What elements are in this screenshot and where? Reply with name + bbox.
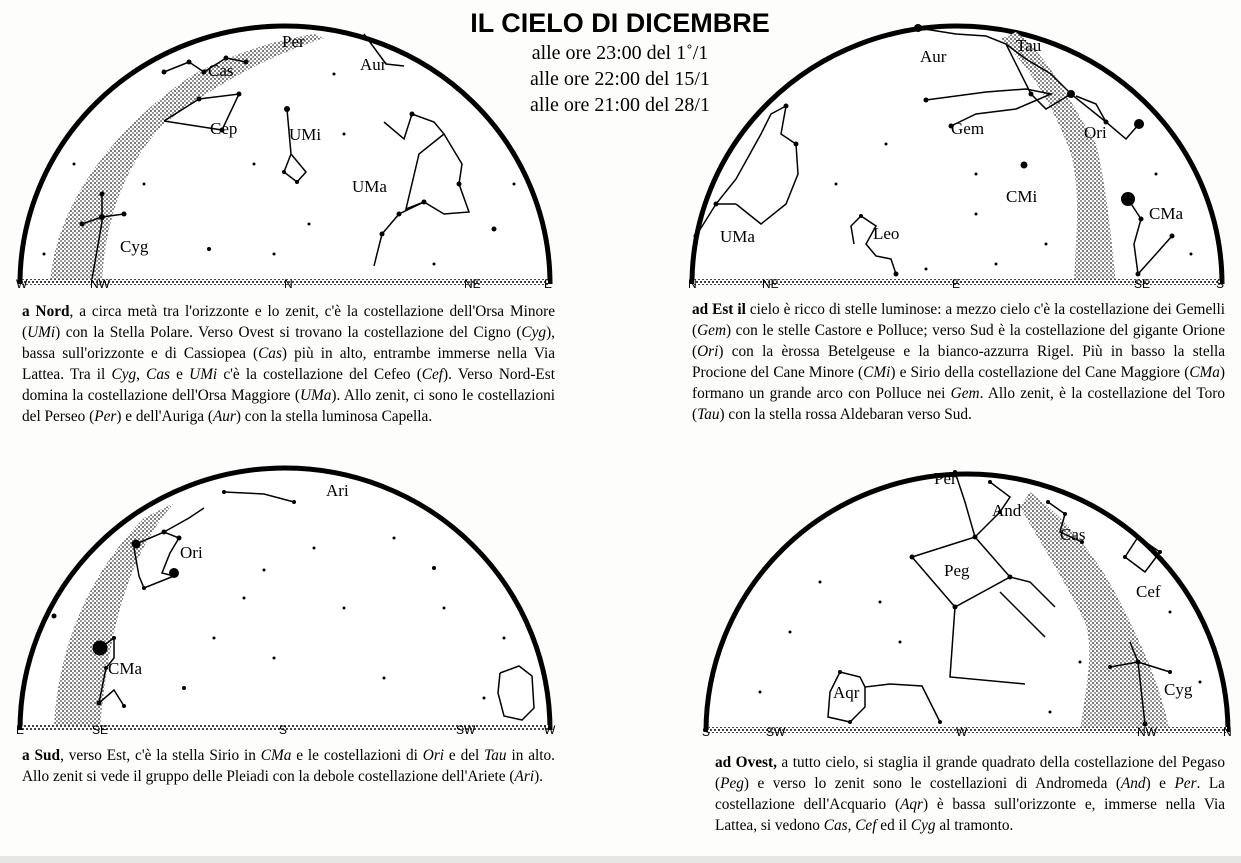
time-line-1: alle ore 23:00 del 1˚/1 [531,42,709,64]
sky-chart-south-svg [14,458,556,738]
page-title: IL CIELO DI DICEMBRE [470,8,770,38]
sky-chart-east [686,14,1228,290]
horizon-center: S [279,723,288,737]
text-south: a Sud, verso Est, c'è la stella Sirio in CMa e le costellazioni di Ori e del Tau in alto. Allo zenit si vede il gruppo delle Pleiadi con la debole costellazione dell'Ariete (Ari). [22,747,556,785]
horizon-p2: NW [1137,725,1157,739]
label-cef: Cef [1136,582,1161,601]
label-uma: UMa [720,227,755,246]
horizon-p2: SE [1134,277,1151,290]
horizon-center: N [284,277,293,290]
label-per: Per [934,469,957,488]
horizon-left: S [702,725,711,739]
horizon-p1: NW [90,277,110,290]
sky-chart-north-svg [14,14,556,290]
horizon-right: N [1223,725,1232,739]
text-west: ad Ovest, a tutto cielo, si staglia il grande quadrato della costellazione del Pegaso (Peg) e verso lo zenit sono le costellazioni di Andromeda (And) e Per. La costellazione dell'Acquario (Aqr) è bassa sull'orizzonte e, immerse nella Via Lattea, si vedono Cas, Cef ed il Cyg al tramonto. [715,754,1225,834]
sky-chart-north [14,14,556,290]
label-tau: Tau [1016,36,1042,55]
label-cma: CMa [1149,204,1183,223]
sky-chart-east-svg [686,14,1228,290]
horizon-left: E [16,723,25,737]
horizon-right: S [1216,277,1225,290]
horizon-left: N [688,277,697,290]
text-east: ad Est il cielo è ricco di stelle luminose: a mezzo cielo c'è la costellazione dei Gemelli (Gem) con le stelle Castore e Polluce; verso Sud è la costellazione del gigante Orione (Ori) con la èrossa Betelgeuse e la bianco-azzurra Rigel. Più in basso la stella Procione del Cane Minore (CMi) e Sirio della costellazione del Cane Maggiore (CMa) formano un grande arco con Polluce nei Gem. Allo zenit, è la costellazione del Toro (Tau) con la stella rossa Aldebaran verso Sud. [692,301,1226,423]
label-gem: Gem [951,119,985,138]
label-ori: Ori [180,543,203,562]
time-line-3: alle ore 21:00 del 28/1 [530,94,710,116]
label-peg: Peg [944,561,970,580]
label-aqr: Aqr [833,683,860,702]
horizon-right: W [544,723,556,737]
label-per: Per [282,32,305,51]
label-cma: CMa [108,659,142,678]
sky-chart-south [14,458,556,738]
label-ari: Ari [326,481,349,500]
horizon-p1: SE [92,723,109,737]
label-uma: UMa [352,177,387,196]
horizon-p1: NE [762,277,779,290]
label-cmi: CMi [1006,187,1038,206]
label-leo: Leo [873,224,900,243]
label-cas: Cas [208,61,234,80]
label-aur: Aur [920,47,947,66]
sky-chart-west-svg [700,462,1235,740]
label-and: And [992,501,1022,520]
label-cyg: Cyg [120,237,149,256]
label-cyg: Cyg [1164,680,1193,699]
horizon-center: E [952,277,961,290]
label-cep: Cep [210,119,238,138]
label-ori: Ori [1084,123,1107,142]
bottom-strip [0,856,1241,863]
sky-chart-west [700,462,1235,740]
horizon-left: W [16,277,28,290]
label-umi: UMi [289,125,322,144]
horizon-center: W [956,725,968,739]
label-cas: Cas [1060,525,1086,544]
horizon-p1: SW [766,725,786,739]
time-line-2: alle ore 22:00 del 15/1 [530,68,710,90]
horizon-p2: SW [456,723,476,737]
label-aur: Aur [360,55,387,74]
horizon-p2: NE [464,277,481,290]
text-north: a Nord, a circa metà tra l'orizzonte e lo zenit, c'è la costellazione dell'Orsa Minore (UMi) con la Stella Polare. Verso Ovest si trovano la costellazione del Cigno (Cyg), bassa sull'orizzonte e di Cassiopea (Cas) più in alto, entrambe immerse nella Via Lattea. Tra il Cyg, Cas e UMi c'è la costellazione del Cefeo (Cef). Verso Nord-Est domina la costellazione dell'Orsa Maggiore (UMa). Allo zenit, ci sono le costellazioni del Perseo (Per) e dell'Auriga (Aur) con la stella luminosa Capella. [22,303,555,425]
horizon-right: E [544,277,553,290]
